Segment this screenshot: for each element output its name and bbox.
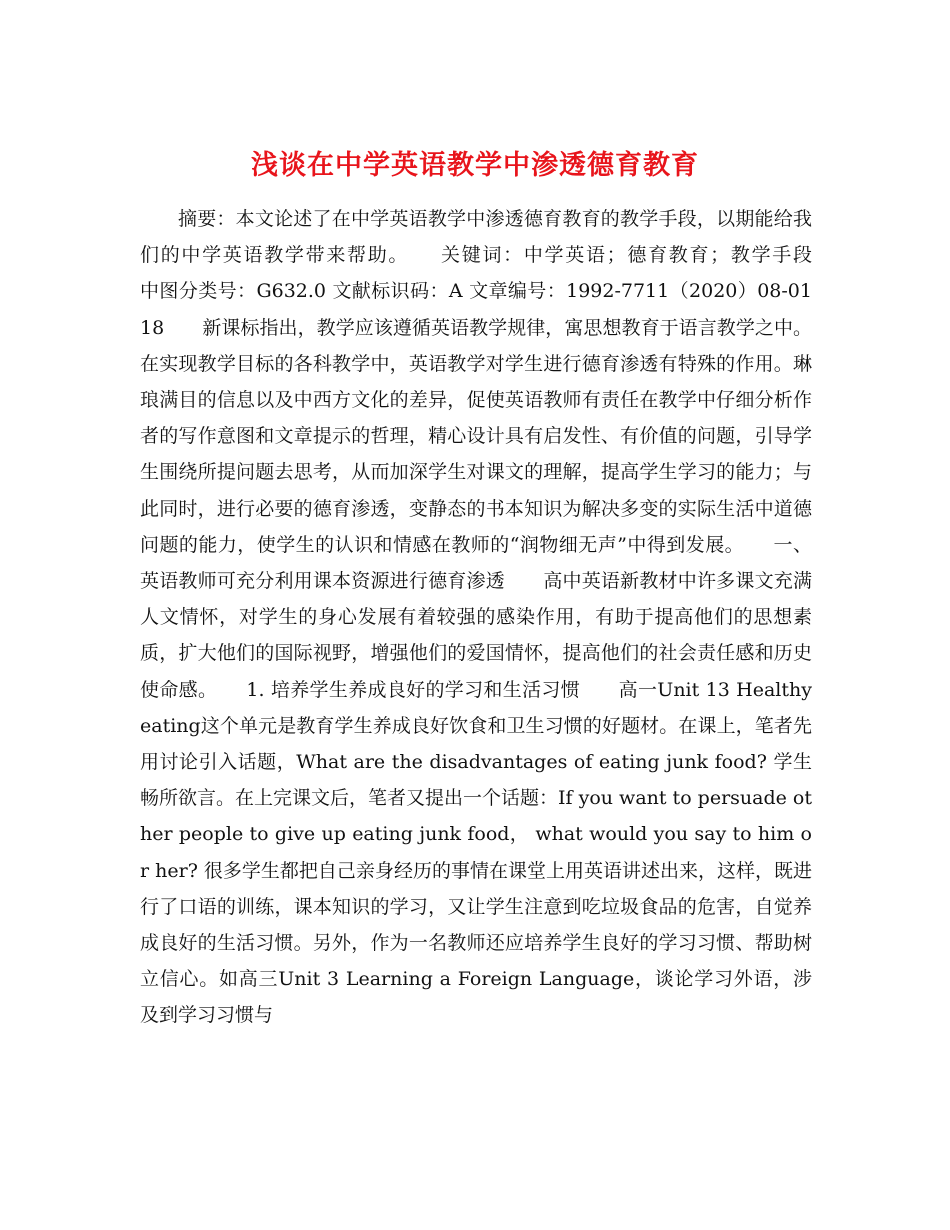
document-title: 浅谈在中学英语教学中渗透德育教育 [251, 150, 699, 182]
document-body: 摘要：本文论述了在中学英语教学中渗透德育教育的教学手段，以期能给我们的中学英语教学带来帮助。 关键词：中学英语；德育教育；教学手段 中图分类号：G632.0 文献标识码：A 文章编号：1992-7711（2020）08-0118 新课标指出，教学应该遵循英语教学规律，寓思想教育于语言教学之中。在实现教学目标的各科教学中，英语教学对学生进行德育渗透有特殊的作用。琳琅满目的信息以及中西方文化的差异，促使英语教师有责任在教学中仔细分析作者的写作意图和文章提示的哲理，精心设计具有启发性、有价值的问题，引导学生围绕所提问题去思考，从而加深学生对课文的理解，提高学生学习的能力；与此同时，进行必要的德育渗透，变静态的书本知识为解决多变的实际生活中道德问题的能力，使学生的认识和情感在教师的“润物细无声”中得到发展。 一、英语教师可充分利用课本资源进行德育渗透 高中英语新教材中许多课文充满人文情怀，对学生的身心发展有着较强的感染作用，有助于提高他们的思想素质，扩大他们的国际视野，增强他们的爱国情怀，提高他们的社会责任感和历史使命感。 1. 培养学生养成良好的学习和生活习惯 高一Unit 13 Healthy eating这个单元是教育学生养成良好饮食和卫生习惯的好题材。在课上，笔者先用讨论引入话题，What are the disadvantages of eating junk food? 学生畅所欲言。在上完课文后，笔者又提出一个话题：If you want to persuade other people to give up eating junk food， what would you say to him or her? 很多学生都把自己亲身经历的事情在课堂上用英语讲述出来，这样，既进行了口语的训练，课本知识的学习，又让学生注意到吃垃圾食品的危害，自觉养成良好的生活习惯。另外，作为一名教师还应培养学生良好的学习习惯、帮助树立信心。如高三Unit 3 Learning a Foreign Language，谈论学习外语，涉及到学习习惯与 [140, 208, 851, 1027]
